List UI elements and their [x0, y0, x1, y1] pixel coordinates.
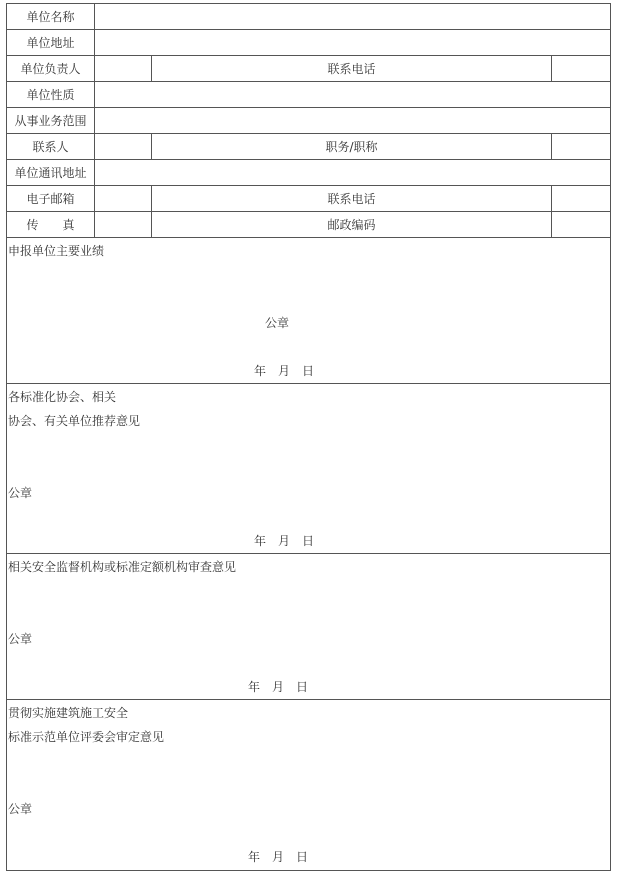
section-association-heading-line1: 各标准化协会、相关: [8, 390, 117, 404]
section-divider: [6, 383, 610, 384]
label-postal-code: 邮政编码: [327, 218, 376, 232]
section-committee-heading-line2: 标准示范单位评委会审定意见: [8, 730, 165, 744]
value-fax[interactable]: [95, 212, 151, 237]
value-contact-person[interactable]: [95, 134, 151, 159]
section-association-date: 年 月 日: [254, 534, 315, 548]
section-association-heading-line2: 协会、有关单位推荐意见: [8, 414, 141, 428]
value-business-scope[interactable]: [95, 108, 609, 133]
section-association-seal: 公章: [8, 486, 33, 500]
row-divider: [6, 237, 610, 238]
application-form: [6, 3, 611, 871]
value-unit-nature[interactable]: [95, 82, 609, 107]
label-unit-nature: 单位性质: [26, 88, 75, 102]
label-position-title: 职务/职称: [325, 140, 378, 154]
label-contact-person: 联系人: [32, 140, 69, 154]
section-divider: [6, 553, 610, 554]
section-supervision-date: 年 月 日: [248, 680, 309, 694]
label-contact-phone: 联系电话: [327, 192, 376, 206]
section-divider: [6, 699, 610, 700]
value-mailing-address[interactable]: [95, 160, 609, 185]
value-unit-head-phone[interactable]: [552, 56, 609, 81]
section-committee-date: 年 月 日: [248, 850, 309, 864]
value-position-title[interactable]: [552, 134, 609, 159]
section-committee-seal: 公章: [8, 802, 33, 816]
label-unit-head-phone: 联系电话: [327, 62, 376, 76]
value-postal-code[interactable]: [552, 212, 609, 237]
section-supervision-heading: 相关安全监督机构或标准定额机构审查意见: [8, 560, 237, 574]
value-unit-name[interactable]: [95, 4, 609, 29]
label-unit-head: 单位负责人: [20, 62, 81, 76]
label-email: 电子邮箱: [26, 192, 75, 206]
label-mailing-address: 单位通讯地址: [14, 166, 87, 180]
label-unit-address: 单位地址: [26, 36, 75, 50]
label-unit-name: 单位名称: [26, 10, 75, 24]
value-email[interactable]: [95, 186, 151, 211]
section-committee-heading-line1: 贯彻实施建筑施工安全: [8, 706, 129, 720]
section-achievements-heading: 申报单位主要业绩: [8, 244, 105, 258]
value-unit-address[interactable]: [95, 30, 609, 55]
section-achievements-seal: 公章: [265, 316, 290, 330]
section-achievements-date: 年 月 日: [254, 364, 315, 378]
section-supervision-seal: 公章: [8, 632, 33, 646]
label-business-scope: 从事业务范围: [14, 114, 87, 128]
label-fax: 传 真: [26, 218, 75, 232]
value-contact-phone[interactable]: [552, 186, 609, 211]
value-unit-head[interactable]: [95, 56, 151, 81]
